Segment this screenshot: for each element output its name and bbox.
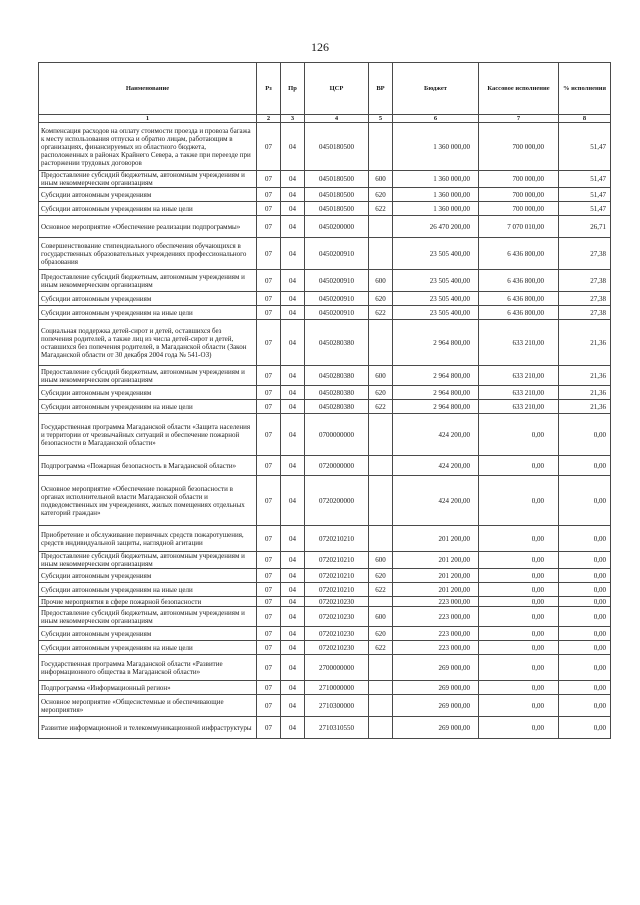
row-budget: 269 000,00: [393, 695, 479, 717]
row-name: Субсидии автономным учреждениям на иные цели: [39, 583, 257, 597]
table-row: [39, 717, 611, 739]
budget-execution-table: [38, 62, 611, 739]
row-vr: [369, 681, 393, 695]
row-pr: 04: [281, 655, 305, 681]
row-rz: 07: [257, 526, 281, 552]
row-rz: 07: [257, 188, 281, 202]
row-pr: 04: [281, 552, 305, 569]
row-percent: 27,38: [559, 238, 611, 270]
row-pr: 04: [281, 123, 305, 171]
column-header-kassa: Кассовое исполнение: [479, 63, 559, 115]
row-pr: 04: [281, 292, 305, 306]
row-rz: 07: [257, 216, 281, 238]
column-header-vr: ВР: [369, 63, 393, 115]
row-vr: 620: [369, 292, 393, 306]
column-number: 4: [305, 115, 369, 123]
row-kassa: 0,00: [479, 717, 559, 739]
row-rz: 07: [257, 552, 281, 569]
table-row: [39, 386, 611, 400]
row-budget: 23 505 400,00: [393, 270, 479, 292]
row-kassa: 7 070 010,00: [479, 216, 559, 238]
row-name: Компенсация расходов на оплату стоимости проезда и провоза багажа к месту использования отпуска и обратно лицам, работающим в организациях, финансируемых из областного бюджета, расположенных в районах Крайнего Севера, а также при переезде при расторжении трудовых договоров: [39, 123, 257, 171]
row-budget: 1 360 000,00: [393, 188, 479, 202]
row-rz: 07: [257, 583, 281, 597]
row-name: Предоставление субсидий бюджетным, автономным учреждениям и иным некоммерческим организациям: [39, 607, 257, 627]
table-row: [39, 526, 611, 552]
row-csr: 0450200910: [305, 292, 369, 306]
row-budget: 26 470 200,00: [393, 216, 479, 238]
row-name: Основное мероприятие «Общесистемные и обеспечивающие мероприятия»: [39, 695, 257, 717]
row-kassa: 6 436 800,00: [479, 238, 559, 270]
row-percent: 26,71: [559, 216, 611, 238]
row-rz: 07: [257, 681, 281, 695]
row-csr: 0450280380: [305, 366, 369, 386]
row-kassa: 700 000,00: [479, 188, 559, 202]
row-pr: 04: [281, 681, 305, 695]
row-vr: 622: [369, 583, 393, 597]
row-vr: [369, 526, 393, 552]
table-row: [39, 681, 611, 695]
row-vr: [369, 456, 393, 476]
row-kassa: 0,00: [479, 607, 559, 627]
row-percent: 21,36: [559, 320, 611, 366]
row-pr: 04: [281, 171, 305, 188]
row-csr: 0720210230: [305, 607, 369, 627]
row-vr: 620: [369, 386, 393, 400]
row-vr: [369, 476, 393, 526]
row-csr: 2710300000: [305, 695, 369, 717]
column-number: 1: [39, 115, 257, 123]
row-pr: 04: [281, 597, 305, 607]
table-header-row: [39, 63, 611, 115]
row-vr: [369, 320, 393, 366]
row-percent: 51,47: [559, 123, 611, 171]
table-row: [39, 641, 611, 655]
row-rz: 07: [257, 238, 281, 270]
row-percent: 0,00: [559, 583, 611, 597]
table-row: [39, 607, 611, 627]
row-csr: 2700000000: [305, 655, 369, 681]
row-percent: 27,38: [559, 292, 611, 306]
row-name: Государственная программа Магаданской области «Защита населения и территории от чрезвычайных ситуаций и обеспечение пожарной безопасности в Магаданской области»: [39, 414, 257, 456]
table-row: [39, 171, 611, 188]
row-kassa: 633 210,00: [479, 386, 559, 400]
row-percent: 0,00: [559, 627, 611, 641]
table-row: [39, 552, 611, 569]
row-percent: 21,36: [559, 366, 611, 386]
row-csr: 0450200000: [305, 216, 369, 238]
row-budget: 2 964 800,00: [393, 320, 479, 366]
row-name: Субсидии автономным учреждениям: [39, 386, 257, 400]
row-rz: 07: [257, 270, 281, 292]
row-kassa: 700 000,00: [479, 202, 559, 216]
row-pr: 04: [281, 216, 305, 238]
row-percent: 51,47: [559, 188, 611, 202]
table-row: [39, 320, 611, 366]
row-kassa: 6 436 800,00: [479, 292, 559, 306]
row-csr: 0450280380: [305, 400, 369, 414]
row-name: Социальная поддержка детей-сирот и детей, оставшихся без попечения родителей, а также лиц из числа детей-сирот и детей, оставшихся без попечения родителей, в Магаданской области (Закон Магаданской области от 30 декабря 2004 года № 541-ОЗ): [39, 320, 257, 366]
row-kassa: 0,00: [479, 597, 559, 607]
row-pr: 04: [281, 202, 305, 216]
row-vr: 620: [369, 627, 393, 641]
row-kassa: 6 436 800,00: [479, 270, 559, 292]
row-pr: 04: [281, 456, 305, 476]
row-percent: 0,00: [559, 695, 611, 717]
row-name: Субсидии автономным учреждениям на иные цели: [39, 202, 257, 216]
row-rz: 07: [257, 627, 281, 641]
column-header-name: Наименование: [39, 63, 257, 115]
table-row: [39, 456, 611, 476]
row-pr: 04: [281, 306, 305, 320]
row-percent: 27,38: [559, 306, 611, 320]
row-rz: 07: [257, 366, 281, 386]
row-vr: [369, 123, 393, 171]
row-percent: 0,00: [559, 456, 611, 476]
row-budget: 424 200,00: [393, 456, 479, 476]
row-pr: 04: [281, 270, 305, 292]
column-header-rz: Рз: [257, 63, 281, 115]
row-budget: 23 505 400,00: [393, 306, 479, 320]
row-percent: 27,38: [559, 270, 611, 292]
row-rz: 07: [257, 607, 281, 627]
column-number: 5: [369, 115, 393, 123]
row-name: Субсидии автономным учреждениям на иные цели: [39, 306, 257, 320]
row-kassa: 0,00: [479, 583, 559, 597]
column-header-percent: % исполнения: [559, 63, 611, 115]
row-pr: 04: [281, 695, 305, 717]
row-percent: 0,00: [559, 681, 611, 695]
row-kassa: 0,00: [479, 476, 559, 526]
row-vr: 600: [369, 171, 393, 188]
row-csr: 0720210210: [305, 526, 369, 552]
column-number: 6: [393, 115, 479, 123]
row-vr: 622: [369, 400, 393, 414]
row-rz: 07: [257, 476, 281, 526]
table-row: [39, 400, 611, 414]
row-pr: 04: [281, 188, 305, 202]
row-budget: 2 964 800,00: [393, 386, 479, 400]
row-vr: [369, 414, 393, 456]
row-name: Прочие мероприятия в сфере пожарной безопасности: [39, 597, 257, 607]
table-row: [39, 655, 611, 681]
row-budget: 223 000,00: [393, 641, 479, 655]
row-csr: 0450180500: [305, 123, 369, 171]
row-budget: 201 200,00: [393, 552, 479, 569]
row-percent: 0,00: [559, 641, 611, 655]
row-pr: 04: [281, 607, 305, 627]
table-row: [39, 306, 611, 320]
row-name: Предоставление субсидий бюджетным, автономным учреждениям и иным некоммерческим организациям: [39, 171, 257, 188]
table-row: [39, 583, 611, 597]
row-vr: [369, 717, 393, 739]
row-name: Основное мероприятие «Обеспечение пожарной безопасности в органах исполнительной власти Магаданской области и подведомственных им учреждениях, жилых помещениях отдельных категорий граждан»: [39, 476, 257, 526]
row-kassa: 0,00: [479, 414, 559, 456]
row-pr: 04: [281, 400, 305, 414]
row-pr: 04: [281, 366, 305, 386]
row-percent: 0,00: [559, 569, 611, 583]
row-vr: 622: [369, 306, 393, 320]
row-name: Субсидии автономным учреждениям: [39, 627, 257, 641]
row-name: Субсидии автономным учреждениям: [39, 188, 257, 202]
column-number: 2: [257, 115, 281, 123]
row-pr: 04: [281, 641, 305, 655]
table-body: [39, 123, 611, 739]
row-vr: 600: [369, 607, 393, 627]
row-csr: 0450280380: [305, 320, 369, 366]
row-kassa: 0,00: [479, 695, 559, 717]
row-pr: 04: [281, 569, 305, 583]
row-pr: 04: [281, 583, 305, 597]
row-pr: 04: [281, 627, 305, 641]
column-header-pr: Пр: [281, 63, 305, 115]
row-csr: 0450200910: [305, 238, 369, 270]
row-vr: [369, 597, 393, 607]
column-number: 8: [559, 115, 611, 123]
row-kassa: 633 210,00: [479, 366, 559, 386]
row-budget: 1 360 000,00: [393, 202, 479, 216]
row-percent: 51,47: [559, 202, 611, 216]
row-name: Субсидии автономным учреждениям на иные цели: [39, 641, 257, 655]
row-rz: 07: [257, 171, 281, 188]
row-percent: 0,00: [559, 552, 611, 569]
row-budget: 23 505 400,00: [393, 292, 479, 306]
row-percent: 0,00: [559, 414, 611, 456]
table-row: [39, 476, 611, 526]
row-name: Предоставление субсидий бюджетным, автономным учреждениям и иным некоммерческим организациям: [39, 366, 257, 386]
row-name: Основное мероприятие «Обеспечение реализации подпрограммы»: [39, 216, 257, 238]
row-budget: 223 000,00: [393, 627, 479, 641]
row-percent: 51,47: [559, 171, 611, 188]
row-kassa: 0,00: [479, 627, 559, 641]
row-rz: 07: [257, 456, 281, 476]
row-budget: 2 964 800,00: [393, 366, 479, 386]
row-budget: 223 000,00: [393, 607, 479, 627]
row-name: Совершенствование стипендиального обеспечения обучающихся в государственных образовательных учреждениях профессионального образования: [39, 238, 257, 270]
table-row: [39, 292, 611, 306]
row-vr: 622: [369, 202, 393, 216]
row-vr: [369, 238, 393, 270]
row-budget: 201 200,00: [393, 583, 479, 597]
row-rz: 07: [257, 717, 281, 739]
row-kassa: 633 210,00: [479, 320, 559, 366]
row-kassa: 0,00: [479, 681, 559, 695]
row-csr: 0720000000: [305, 456, 369, 476]
row-budget: 269 000,00: [393, 655, 479, 681]
row-kassa: 0,00: [479, 552, 559, 569]
row-csr: 0720210210: [305, 569, 369, 583]
table-row: [39, 597, 611, 607]
row-name: Подпрограмма «Пожарная безопасность в Магаданской области»: [39, 456, 257, 476]
row-pr: 04: [281, 320, 305, 366]
column-header-csr: ЦСР: [305, 63, 369, 115]
row-name: Субсидии автономным учреждениям: [39, 292, 257, 306]
row-csr: 0450280380: [305, 386, 369, 400]
row-pr: 04: [281, 386, 305, 400]
row-budget: 1 360 000,00: [393, 171, 479, 188]
row-csr: 2710000000: [305, 681, 369, 695]
row-vr: 600: [369, 552, 393, 569]
row-percent: 0,00: [559, 476, 611, 526]
row-pr: 04: [281, 476, 305, 526]
row-percent: 0,00: [559, 655, 611, 681]
row-csr: 0450200910: [305, 270, 369, 292]
row-csr: 0450180500: [305, 202, 369, 216]
row-percent: 21,36: [559, 400, 611, 414]
row-budget: 201 200,00: [393, 526, 479, 552]
table-row: [39, 216, 611, 238]
row-percent: 0,00: [559, 717, 611, 739]
row-budget: 424 200,00: [393, 414, 479, 456]
row-csr: 0720210210: [305, 583, 369, 597]
row-rz: 07: [257, 414, 281, 456]
row-vr: 600: [369, 270, 393, 292]
row-kassa: 633 210,00: [479, 400, 559, 414]
table-row: [39, 695, 611, 717]
row-name: Субсидии автономным учреждениям: [39, 569, 257, 583]
row-rz: 07: [257, 655, 281, 681]
row-rz: 07: [257, 400, 281, 414]
row-vr: [369, 655, 393, 681]
row-budget: 1 360 000,00: [393, 123, 479, 171]
table-row: [39, 627, 611, 641]
row-vr: 600: [369, 366, 393, 386]
row-percent: 0,00: [559, 597, 611, 607]
column-header-budget: Бюджет: [393, 63, 479, 115]
table-row: [39, 569, 611, 583]
row-kassa: 0,00: [479, 456, 559, 476]
row-percent: 0,00: [559, 526, 611, 552]
row-vr: [369, 695, 393, 717]
row-csr: 0450180500: [305, 171, 369, 188]
row-rz: 07: [257, 202, 281, 216]
row-csr: 0720210210: [305, 552, 369, 569]
row-budget: 424 200,00: [393, 476, 479, 526]
row-kassa: 0,00: [479, 526, 559, 552]
row-kassa: 0,00: [479, 655, 559, 681]
row-name: Предоставление субсидий бюджетным, автономным учреждениям и иным некоммерческим организациям: [39, 552, 257, 569]
row-rz: 07: [257, 292, 281, 306]
page-number: 126: [311, 40, 329, 54]
row-name: Развитие информационной и телекоммуникационной инфраструктуры: [39, 717, 257, 739]
table-row: [39, 270, 611, 292]
table-row: [39, 366, 611, 386]
row-percent: 0,00: [559, 607, 611, 627]
row-vr: 620: [369, 569, 393, 583]
row-rz: 07: [257, 695, 281, 717]
row-csr: 0700000000: [305, 414, 369, 456]
row-pr: 04: [281, 526, 305, 552]
row-percent: 21,36: [559, 386, 611, 400]
row-vr: 620: [369, 188, 393, 202]
row-budget: 2 964 800,00: [393, 400, 479, 414]
row-kassa: 0,00: [479, 641, 559, 655]
row-csr: 0450180500: [305, 188, 369, 202]
row-kassa: 6 436 800,00: [479, 306, 559, 320]
row-csr: 0450200910: [305, 306, 369, 320]
row-rz: 07: [257, 386, 281, 400]
row-rz: 07: [257, 320, 281, 366]
row-pr: 04: [281, 414, 305, 456]
row-name: Подпрограмма «Информационный регион»: [39, 681, 257, 695]
row-name: Предоставление субсидий бюджетным, автономным учреждениям и иным некоммерческим организациям: [39, 270, 257, 292]
row-kassa: 700 000,00: [479, 171, 559, 188]
row-rz: 07: [257, 306, 281, 320]
table-row: [39, 188, 611, 202]
row-vr: 622: [369, 641, 393, 655]
column-number-row: [39, 115, 611, 123]
table-row: [39, 414, 611, 456]
table-row: [39, 238, 611, 270]
row-name: Приобретение и обслуживание первичных средств пожаротушения, средств индивидуальной защиты, наглядной агитации: [39, 526, 257, 552]
row-vr: [369, 216, 393, 238]
row-budget: 269 000,00: [393, 717, 479, 739]
row-rz: 07: [257, 597, 281, 607]
row-csr: 2710310550: [305, 717, 369, 739]
column-number: 7: [479, 115, 559, 123]
row-rz: 07: [257, 123, 281, 171]
row-budget: 269 000,00: [393, 681, 479, 695]
table-row: [39, 202, 611, 216]
row-csr: 0720210230: [305, 597, 369, 607]
table-row: [39, 123, 611, 171]
row-csr: 0720210230: [305, 641, 369, 655]
row-rz: 07: [257, 569, 281, 583]
row-name: Государственная программа Магаданской области «Развитие информационного общества в Магаданской области»: [39, 655, 257, 681]
row-pr: 04: [281, 717, 305, 739]
row-kassa: 700 000,00: [479, 123, 559, 171]
row-name: Субсидии автономным учреждениям на иные цели: [39, 400, 257, 414]
row-pr: 04: [281, 238, 305, 270]
row-budget: 23 505 400,00: [393, 238, 479, 270]
row-kassa: 0,00: [479, 569, 559, 583]
row-budget: 201 200,00: [393, 569, 479, 583]
row-rz: 07: [257, 641, 281, 655]
column-number: 3: [281, 115, 305, 123]
row-csr: 0720210230: [305, 627, 369, 641]
row-budget: 223 000,00: [393, 597, 479, 607]
row-csr: 0720200000: [305, 476, 369, 526]
